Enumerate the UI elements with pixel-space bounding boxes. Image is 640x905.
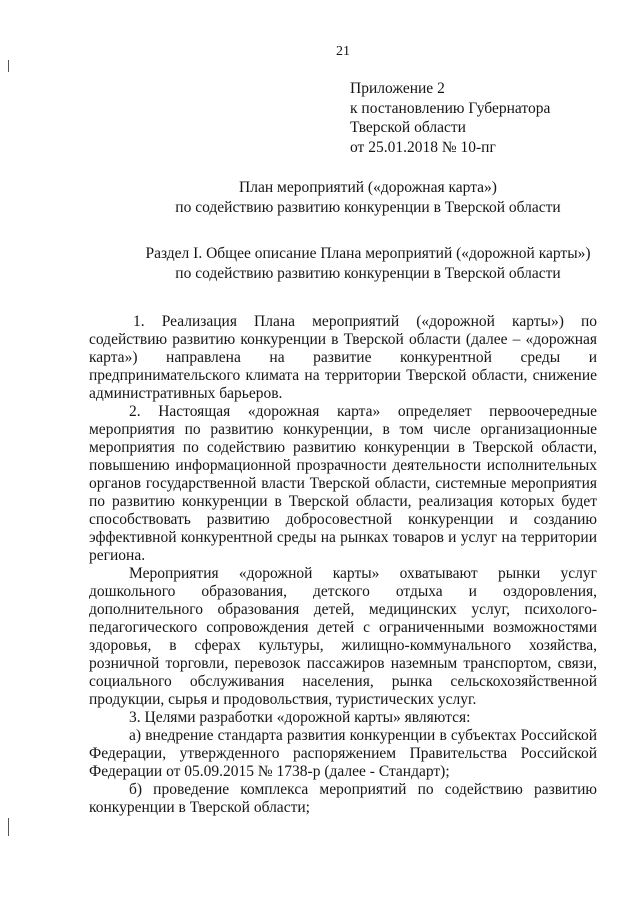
plan-title-line: План мероприятий («дорожная карта») [239,179,497,196]
appendix-date-line: от 25.01.2018 № 10-пг [350,138,496,156]
body-text [89,313,597,817]
section-title-line: по содействию развитию конкуренции в Тверской области [175,264,561,282]
scan-mark [8,818,9,836]
paragraph: а) внедрение стандарта развития конкуренции в субъектах Российской Федерации, утвержденного распоряжением Правительства Российской Федерации от 05.09.2015 № 1738-р (далее - Стандарт); [89,727,597,780]
appendix-line: Тверской области [350,119,466,136]
appendix-line: к постановлению Губернатора [350,99,551,117]
paragraph: б) проведение комплекса мероприятий по содействию развитию конкуренции в Тверской области; [89,781,597,816]
paragraph: 3. Целями разработки «дорожной карты» являются: [129,709,471,726]
section-title [88,244,640,283]
plan-title-line: по содействию развитию конкуренции в Тверской области [175,198,561,216]
paragraph: 1. Реализация Плана мероприятий («дорожной карты») по содействию развитию конкуренции в Тверской области (далее – «дорожная карта») направлена на развитие конкурентной среды и предпринимательского климата на территории Тверской области, снижение административных барьеров. [89,313,597,402]
plan-title [88,178,640,217]
page-number: 21 [336,44,350,59]
appendix-line: Приложение 2 [350,80,445,97]
paragraph: Мероприятия «дорожной карты» охватывают рынки услуг дошкольного образования, детского отдыха и оздоровления, дополнительного образования детей, медицинских услуг, психолого-педагогического сопровождения детей с ограниченными возможностями здоровья, в сферах культуры, жилищно-коммунального хозяйства, розничной торговли, перевозок пассажиров наземным транспортом, связи, социального обслуживания населения, рынка сельскохозяйственной продукции, сырья и продовольствия, туристических услуг. [89,565,597,708]
section-title-line: Раздел I. Общее описание Плана мероприятий («дорожной карты») [145,245,591,262]
paragraph: 2. Настоящая «дорожная карта» определяет первоочередные мероприятия по развитию конкуренции, в том числе организационные мероприятия по содействию развитию конкуренции в Тверской области, повышению информационной прозрачности деятельности исполнительных органов государственной власти Тверской области, системные мероприятия по развитию конкуренции в Тверской области, реализация которых будет способствовать развитию добросовестной конкуренции и созданию эффективной конкурентной среды на рынках товаров и услуг на территории региона. [89,403,597,564]
scan-mark [8,60,9,72]
appendix-header [350,79,550,157]
